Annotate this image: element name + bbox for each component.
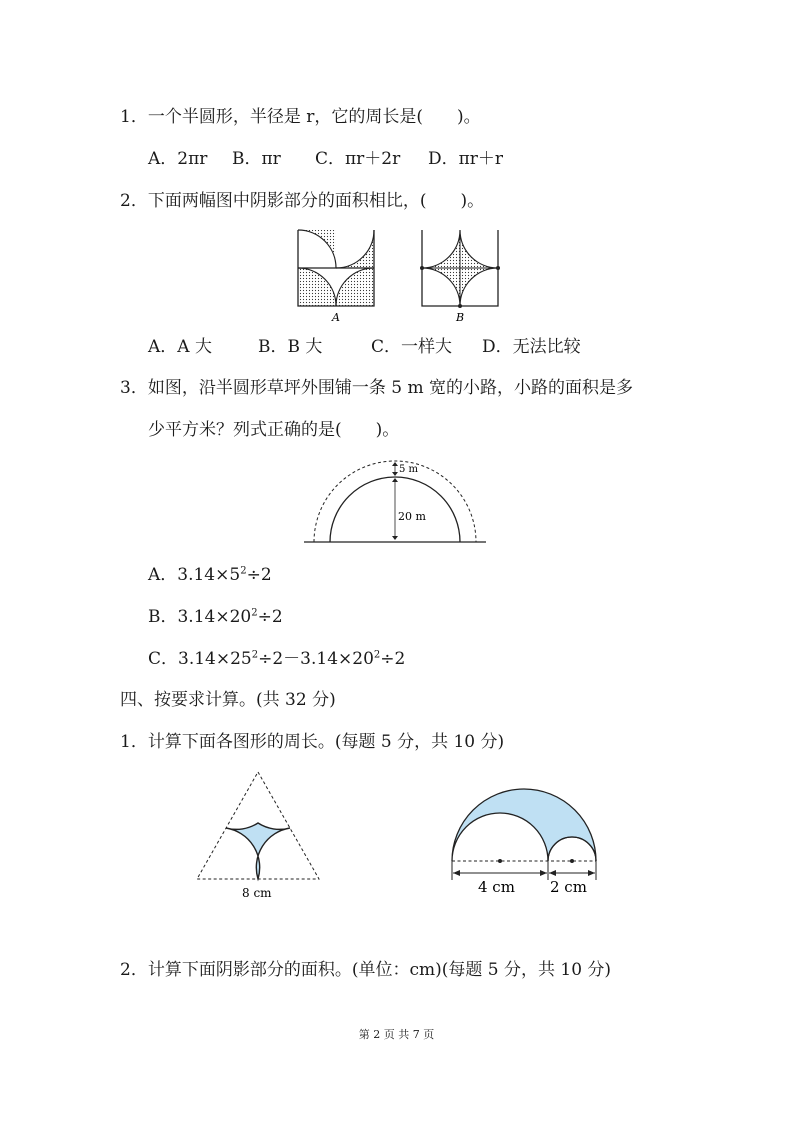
q3-figure <box>300 450 490 550</box>
label-4cm: 4 cm <box>478 878 515 896</box>
s4q2-text: 2．计算下面阴影部分的面积。(单位：cm)(每题 5 分，共 10 分) <box>120 960 612 980</box>
triangle-figure <box>190 766 330 900</box>
q1-text: 1．一个半圆形，半径是 r，它的周长是( )。 <box>120 107 481 127</box>
figure-a-label: A <box>332 311 340 324</box>
figure-b <box>420 230 500 308</box>
q3-text-line2: 少平方米？列式正确的是( )。 <box>148 420 400 440</box>
q1-option-c: C．πr＋2r <box>315 149 401 169</box>
label-20m: 20 m <box>398 510 426 523</box>
q1-option-a: A．2πr <box>148 149 208 169</box>
s4q1-text: 1．计算下面各图形的周长。(每题 5 分，共 10 分) <box>120 732 505 752</box>
figure-b-label: B <box>456 311 465 324</box>
q3-option-b: B．$3.14\times 20^2\div 2$ <box>148 607 283 627</box>
q2-option-b: B．B 大 <box>258 337 323 357</box>
page-footer: 第 2 页 共 7 页 <box>358 1028 435 1041</box>
triangle-label: 8 cm <box>242 886 272 900</box>
q2-option-d: D．无法比较 <box>482 337 581 357</box>
label-2cm: 2 cm <box>550 878 587 896</box>
q3-option-c: C．$3.14\times 25^2\div 2-3.14\times 20^2\div 2$ <box>148 649 406 669</box>
q1-option-d: D．πr＋r <box>428 149 504 169</box>
q2-figures <box>290 226 520 326</box>
q3-option-a: A．$3.14\times 5^2\div 2$ <box>148 565 272 585</box>
q1-option-b: B．πr <box>232 149 281 169</box>
semicircle-figure <box>440 770 610 900</box>
section4-title: 四、按要求计算。(共 32 分) <box>120 690 336 710</box>
figure-a <box>298 230 374 306</box>
q2-option-c: C．一样大 <box>371 337 453 357</box>
q2-option-a: A．A 大 <box>148 337 212 357</box>
q2-text: 2．下面两幅图中阴影部分的面积相比，( )。 <box>120 191 485 211</box>
q3-text-line1: 3．如图，沿半圆形草坪外围铺一条 5 m 宽的小路，小路的面积是多 <box>120 378 633 398</box>
label-5m: 5 m <box>399 464 419 475</box>
